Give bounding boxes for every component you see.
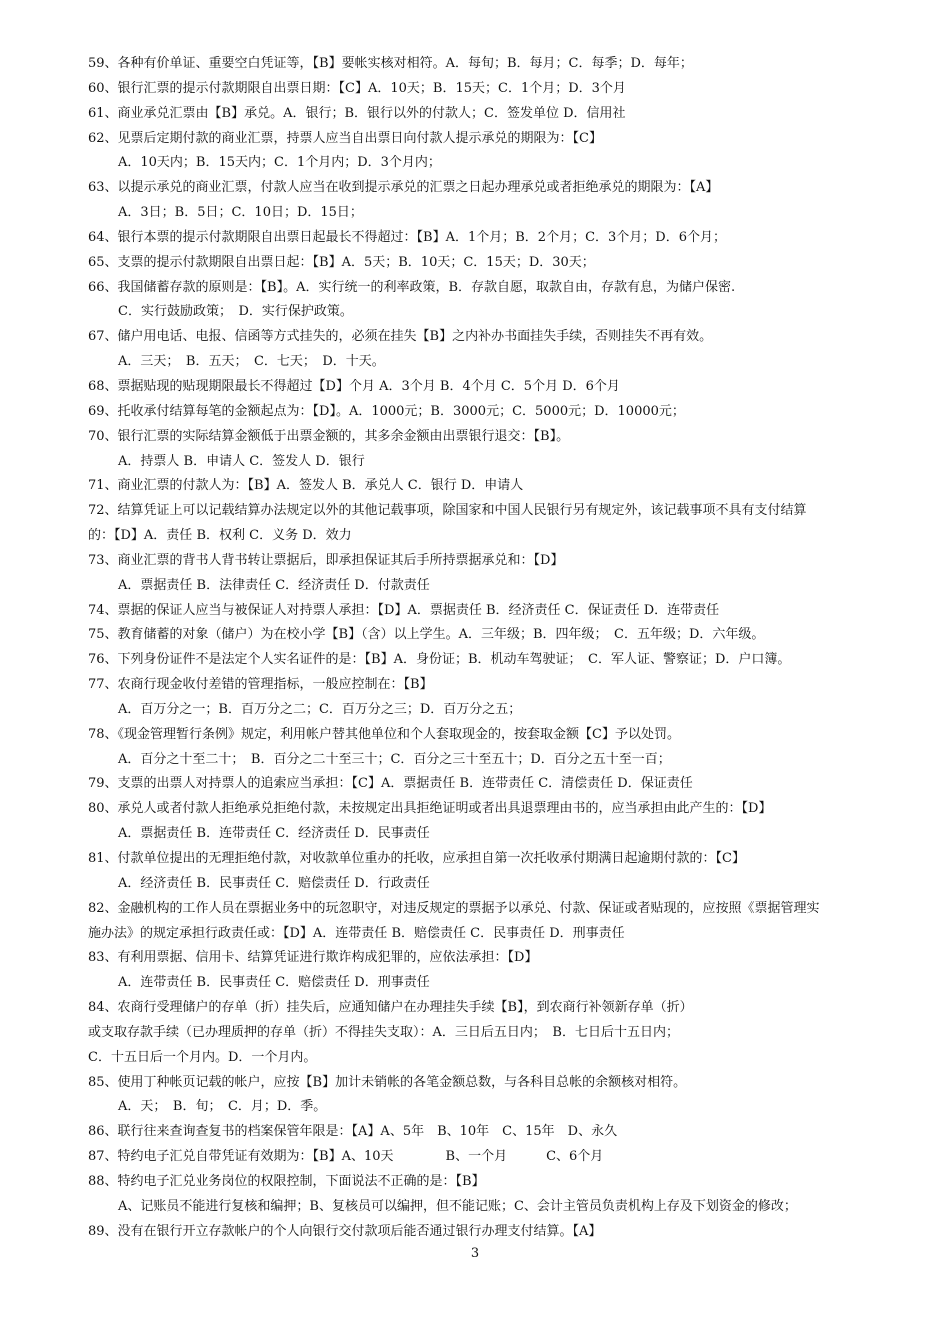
question-line: 79、支票的出票人对持票人的追索应当承担：【C】A．票据责任 B．连带责任 C．清偿责任 D．保证责任 — [88, 776, 693, 792]
question-line: 施办法》的规定承担行政责任或：【D】A．连带责任 B．赔偿责任 C．民事责任 D．刑事责任 — [88, 925, 625, 941]
question-line: 67、储户用电话、电报、信函等方式挂失的，必须在挂失【B】之内补办书面挂失手续，否则挂失不再有效。 — [88, 329, 713, 345]
question-line: 87、特约电子汇兑自带凭证有效期为：【B】A、10天 B、一个月 C、6个月 — [88, 1149, 604, 1165]
answer-options-line: A．票据责任 B．法律责任 C．经济责任 D．付款责任 — [118, 577, 430, 593]
question-line: 62、见票后定期付款的商业汇票，持票人应当自出票日向付款人提示承兑的期限为：【C】 — [88, 130, 602, 146]
answer-options-line: A．经济责任 B．民事责任 C．赔偿责任 D．行政责任 — [118, 875, 430, 891]
question-line: 的：【D】A．责任 B．权利 C．义务 D．效力 — [88, 528, 352, 544]
question-line: 68、票据贴现的贴现期限最长不得超过【D】个月 A．3个月 B．4个月 C．5个月 D．6个月 — [88, 378, 620, 394]
question-line: 72、结算凭证上可以记载结算办法规定以外的其他记载事项，除国家和中国人民银行另有规定外，该记载事项不具有支付结算 — [88, 503, 807, 519]
question-line: 65、支票的提示付款期限自出票日起：【B】A．5天；B．10天；C．15天；D．30天； — [88, 254, 595, 270]
question-line: 75、教育储蓄的对象（储户）为在校小学【B】（含）以上学生。A．三年级；B．四年级； C．五年级；D．六年级。 — [88, 627, 765, 643]
question-line: 59、各种有价单证、重要空白凭证等，【B】要帐实核对相符。A．每旬；B．每月；C．每季；D．每年； — [88, 56, 693, 71]
question-line: 89、没有在银行开立存款帐户的个人向银行交付款项后能否通过银行办理支付结算。【A】 — [88, 1223, 602, 1239]
question-list — [88, 52, 878, 1245]
question-line: 69、托收承付结算每笔的金额起点为：【D】。A．1000元；B．3000元；C．5000元；D．10000元； — [88, 403, 685, 419]
question-line: 86、联行往来查询查复书的档案保管年限是：【A】A、5年 B、10年 C、15年 D、永久 — [88, 1124, 618, 1140]
question-line: 61、商业承兑汇票由【B】承兑。A．银行；B．银行以外的付款人；C．签发单位 D．信用社 — [88, 105, 626, 121]
answer-options-line: A．连带责任 B．民事责任 C．赔偿责任 D．刑事责任 — [118, 975, 430, 991]
question-line: 70、银行汇票的实际结算金额低于出票金额的，其多余金额由出票银行退交：【B】。 — [88, 428, 570, 444]
answer-options-line: A．百万分之一；B．百万分之二；C．百万分之三；D．百万分之五； — [118, 701, 522, 717]
answer-options-line: A．3日；B．5日；C．10日；D．15日； — [118, 205, 363, 221]
answer-options-line: C．实行鼓励政策； D．实行保护政策。 — [118, 304, 353, 320]
question-line: 64、银行本票的提示付款期限自出票日起最长不得超过：【B】A．1个月；B．2个月；C．3个月；D．6个月； — [88, 229, 726, 245]
question-line: 或支取存款手续（已办理质押的存单（折）不得挂失支取）：A．三日后五日内； B．七日后十五日内； — [88, 1024, 679, 1040]
question-line: 66、我国储蓄存款的原则是：【B】。A．实行统一的利率政策，B．存款自愿，取款自由，存款有息，为储户保密. — [88, 279, 736, 295]
question-line: 77、农商行现金收付差错的管理指标，一般应控制在：【B】 — [88, 677, 433, 693]
question-line: 84、农商行受理储户的存单（折）挂失后，应通知储户在办理挂失手续【B】，到农商行补领新存单（折） — [88, 1000, 693, 1016]
answer-options-line: A．三天； B．五天； C．七天； D．十天。 — [118, 354, 385, 370]
question-line: 63、以提示承兑的商业汇票，付款人应当在收到提示承兑的汇票之日起办理承兑或者拒绝承兑的期限为：【A】 — [88, 180, 719, 196]
answer-options-line: A．天； B．旬； C．月；D．季。 — [118, 1099, 327, 1115]
question-line: 78、《现金管理暂行条例》规定，利用帐户替其他单位和个人套取现金的，按套取金额【C】予以处罚。 — [88, 726, 680, 742]
question-line: 83、有利用票据、信用卡、结算凭证进行欺诈构成犯罪的，应依法承担：【D】 — [88, 950, 538, 966]
question-line: 74、票据的保证人应当与被保证人对持票人承担：【D】A．票据责任 B．经济责任 C．保证责任 D．连带责任 — [88, 602, 720, 618]
answer-options-line: A．百分之十至二十； B．百分之二十至三十；C．百分之三十至五十；D．百分之五十至一百； — [118, 751, 671, 767]
question-line: 81、付款单位提出的无理拒绝付款，对收款单位重办的托收，应承担自第一次托收承付期满日起逾期付款的：【C】 — [88, 851, 745, 866]
question-line: 80、承兑人或者付款人拒绝承兑拒绝付款，未按规定出具拒绝证明或者出具退票理由书的，应当承担由此产生的：【D】 — [88, 801, 772, 817]
question-line: 82、金融机构的工作人员在票据业务中的玩忽职守，对违反规定的票据予以承兑、付款、保证或者贴现的，应按照《票据管理实 — [88, 900, 820, 916]
question-line: 85、使用丁种帐页记载的帐户，应按【B】加计未销帐的各笔金额总数，与各科目总帐的余额核对相符。 — [88, 1074, 687, 1090]
page-number: 3 — [470, 1246, 480, 1261]
question-line: 60、银行汇票的提示付款期限自出票日期：【C】A．10天；B．15天；C．1个月；D．3个月 — [88, 80, 626, 96]
question-line: 88、特约电子汇兑业务岗位的权限控制，下面说法不正确的是：【B】 — [88, 1173, 485, 1189]
question-line: 73、商业汇票的背书人背书转让票据后，即承担保证其后手所持票据承兑和：【D】 — [88, 552, 564, 568]
answer-options-line: A、记账员不能进行复核和编押；B、复核员可以编押，但不能记账；C、会计主管员负责机构上存及下划资金的修改； — [118, 1198, 797, 1214]
question-line: 76、下列身份证件不是法定个人实名证件的是：【B】A．身份证；B．机动车驾驶证； C．军人证、警察证；D．户口簿。 — [88, 652, 791, 668]
answer-options-line: A．持票人 B．申请人 C．签发人 D．银行 — [118, 453, 365, 469]
question-line: C．十五日后一个月内。D．一个月内。 — [88, 1049, 317, 1065]
answer-options-line: A．10天内；B．15天内；C．1个月内；D．3个月内； — [118, 155, 441, 171]
answer-options-line: A．票据责任 B．连带责任 C．经济责任 D．民事责任 — [118, 826, 430, 842]
question-line: 71、商业汇票的付款人为：【B】A．签发人 B．承兑人 C．银行 D．申请人 — [88, 478, 524, 494]
